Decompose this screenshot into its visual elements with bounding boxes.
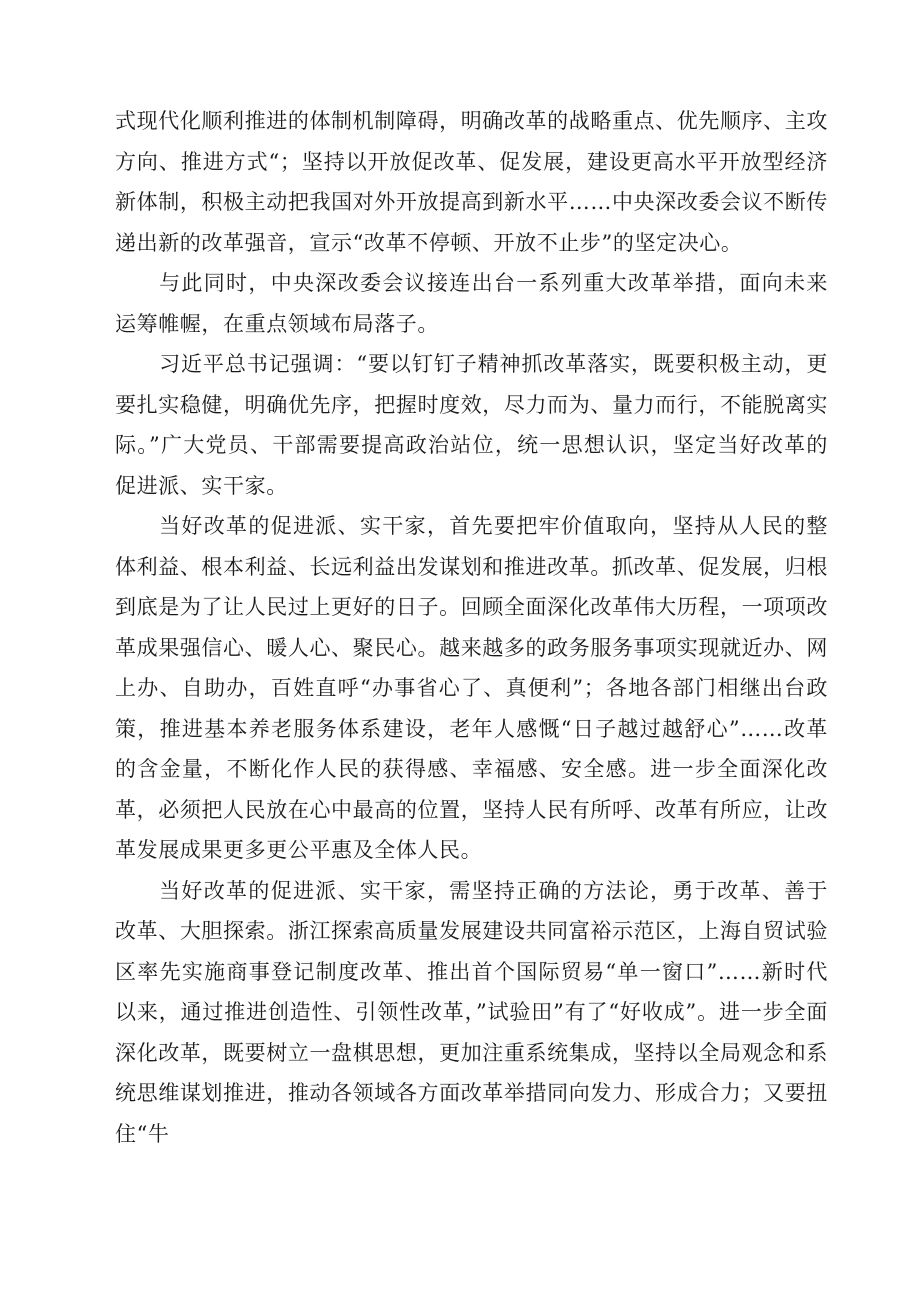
document-body	[115, 101, 828, 1154]
paragraph-3: 习近平总书记强调：“要以钉钉子精神抓改革落实，既要积极主动，更要扎实稳健，明确优先序，把握时度效，尽力而为、量力而行，不能脱离实际。”广大党员、干部需要提高政治站位，统一思想认识，坚定当好改革的促进派、实干家。	[115, 352, 828, 498]
paragraph-4: 当好改革的促进派、实干家，首先要把牢价值取向，坚持从人民的整体利益、根本利益、长远利益出发谋划和推进改革。抓改革、促发展，归根到底是为了让人民过上更好的日子。回顾全面深化改革伟大历程，一项项改革成果强信心、暖人心、聚民心。越来越多的政务服务事项实现就近办、网上办、自助办，百姓直呼“办事省心了、真便利”；各地各部门相继出台政策，推进基本养老服务体系建设，老年人感慨“日子越过越舒心”……改革的含金量，不断化作人民的获得感、幸福感、安全感。进一步全面深化改革，必须把人民放在心中最高的位置，坚持人民有所呼、改革有所应，让改革发展成果更多更公平惠及全体人民。	[115, 514, 828, 862]
paragraph-2: 与此同时，中央深改委会议接连出台一系列重大改革举措，面向未来运筹帷幄，在重点领域布局落子。	[115, 271, 828, 336]
paragraph-1: 式现代化顺利推进的体制机制障碍，明确改革的战略重点、优先顺序、主攻方向、推进方式“；坚持以开放促改革、促发展，建设更高水平开放型经济新体制，积极主动把我国对外开放提高到新水平……中央深改委会议不断传递出新的改革强音，宣示“改革不停顿、开放不止步”的坚定决心。	[115, 109, 828, 255]
paragraph-5: 当好改革的促进派、实干家，需坚持正确的方法论，勇于改革、善于改革、大胆探索。浙江探索高质量发展建设共同富裕示范区，上海自贸试验区率先实施商事登记制度改革、推出首个国际贸易“单一窗口”……新时代以来，通过推进创造性、引领性改革，”试验田”有了“好收成”。进一步全面深化改革，既要树立一盘棋思想，更加注重系统集成，坚持以全局观念和系统思维谋划推进，推动各领域各方面改革举措同向发力、形成合力；又要扭住“牛	[115, 878, 828, 1146]
